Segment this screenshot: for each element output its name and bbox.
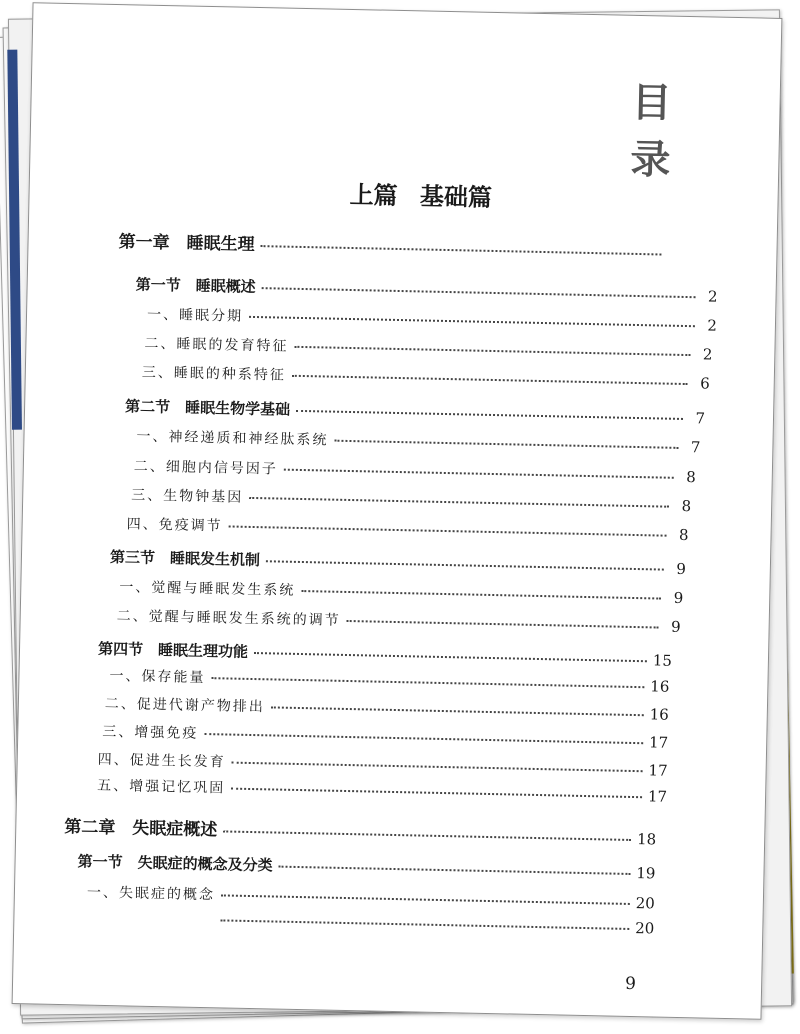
toc-entry-page: 9 [676, 559, 687, 579]
toc-entry-title: 三、生物钟基因 [131, 487, 244, 506]
toc-dot-leader [334, 440, 678, 449]
toc-entry-page: 2 [702, 345, 713, 364]
toc-entry [119, 576, 683, 608]
toc-entry-title: 一、神经递质和神经肽系统 [136, 428, 329, 449]
toc-entry-page: 18 [636, 830, 657, 849]
toc-entry [102, 721, 668, 753]
toc-dot-leader [347, 620, 659, 629]
toc-entry-title: 第二节 睡眠生物学基础 [124, 397, 291, 419]
toc-dot-leader [220, 919, 629, 930]
toc-entry-title: 第二章 失眠症概述 [64, 817, 218, 841]
toc-entry-title: 二、细胞内信号因子 [133, 458, 279, 478]
toc-entry-title: 第一节 失眠症的概念及分类 [77, 852, 273, 875]
toc-dot-leader [301, 590, 661, 600]
toc-entry [109, 665, 669, 697]
toc-entry-page: 7 [690, 438, 701, 457]
toc-entry [64, 812, 656, 849]
toc-entry-page: 15 [652, 651, 673, 670]
toc-dot-leader [254, 652, 647, 662]
toc-entry-page: 9 [670, 617, 681, 636]
toc-entry-page: 20 [635, 919, 655, 938]
toc-entry [142, 362, 710, 394]
toc-dot-leader [262, 287, 696, 298]
toc-entry [147, 304, 717, 336]
toc-entry-title: 一、觉醒与睡眠发生系统 [119, 579, 296, 599]
toc-dot-leader [232, 762, 643, 773]
contents-heading: 目 录 [629, 79, 705, 185]
toc-entry-title: 一、失眠症的概念 [86, 884, 216, 904]
toc-entry [136, 426, 700, 458]
toc-entry-page: 2 [707, 287, 718, 306]
toc-dot-leader [229, 525, 667, 536]
toc-entry [134, 455, 696, 487]
toc-dot-leader [296, 410, 683, 420]
toc-entry-page: 8 [681, 496, 692, 516]
toc-entry-title: 二、促进代谢产物排出 [104, 695, 266, 716]
toc-dot-leader [231, 788, 642, 799]
toc-entry-page: 17 [648, 761, 668, 780]
toc-entry [135, 273, 717, 306]
toc-entry-title: 第三节 睡眠发生机制 [109, 548, 261, 570]
toc-entry [77, 850, 655, 883]
toc-entry [87, 882, 655, 914]
toc-entry [126, 513, 688, 545]
toc-entry-page: 19 [636, 864, 656, 883]
toc-entry [131, 484, 691, 516]
toc-entry-title: 五、增强记忆巩固 [97, 777, 226, 797]
toc-entry-page: 17 [648, 733, 669, 752]
toc-dot-leader [279, 866, 631, 875]
toc-entry-page: 7 [695, 409, 706, 428]
toc-dot-leader [211, 677, 644, 688]
toc-dot-leader [249, 316, 695, 327]
toc-entry-title: 一、保存能量 [109, 668, 206, 687]
toc-entry-page: 17 [647, 787, 668, 806]
toc-entry-page: 20 [635, 894, 656, 913]
toc-entry-page: 2 [707, 316, 718, 335]
toc-entry-title: 二、觉醒与睡眠发生系统的调节 [116, 608, 341, 629]
toc-entry-title: 三、增强免疫 [102, 723, 199, 742]
toc-entry-page: 9 [673, 588, 684, 608]
toc-entry-title: 第四节 睡眠生理功能 [97, 639, 249, 661]
toc-dot-leader [292, 375, 688, 385]
toc-entry [125, 395, 705, 428]
toc-entry-page: 6 [700, 374, 710, 393]
page-number: 9 [624, 973, 637, 995]
toc-entry-page: 8 [678, 525, 689, 545]
toc-entry-title: 四、促进生长发育 [97, 751, 226, 771]
toc-entry [110, 546, 686, 579]
toc-entry-page: 8 [686, 468, 696, 487]
toc-dot-leader [221, 894, 630, 905]
toc-entry-title: 三、睡眠的种系特征 [141, 364, 286, 384]
toc-dot-leader [204, 733, 643, 744]
toc-dot-leader [284, 469, 674, 479]
document-page [12, 2, 783, 1019]
toc-dot-leader [249, 497, 669, 508]
toc-entry-title: 第一节 睡眠概述 [135, 275, 256, 296]
toc-entry [117, 605, 681, 637]
toc-entry-title: 第一章 睡眠生理 [118, 232, 255, 255]
toc-entry-title: 一、睡眠分期 [146, 306, 244, 325]
toc-dot-leader [294, 346, 690, 356]
toc-entry-title: 二、睡眠的发育特征 [144, 335, 289, 355]
toc-entry-page: 16 [649, 705, 669, 724]
part-title: 上篇 基础篇 [349, 180, 493, 212]
toc-dot-leader [271, 706, 644, 716]
toc-entry [105, 693, 669, 725]
toc-dot-leader [260, 245, 661, 255]
toc-entry [214, 910, 654, 937]
toc-entry-title: 四、免疫调节 [126, 516, 223, 535]
toc-entry-page: 16 [650, 677, 670, 696]
toc-dot-leader [223, 830, 631, 841]
toc-dot-leader [266, 560, 664, 570]
toc-entry [144, 333, 712, 365]
toc-entry [97, 775, 667, 807]
toc-entry [118, 227, 683, 264]
